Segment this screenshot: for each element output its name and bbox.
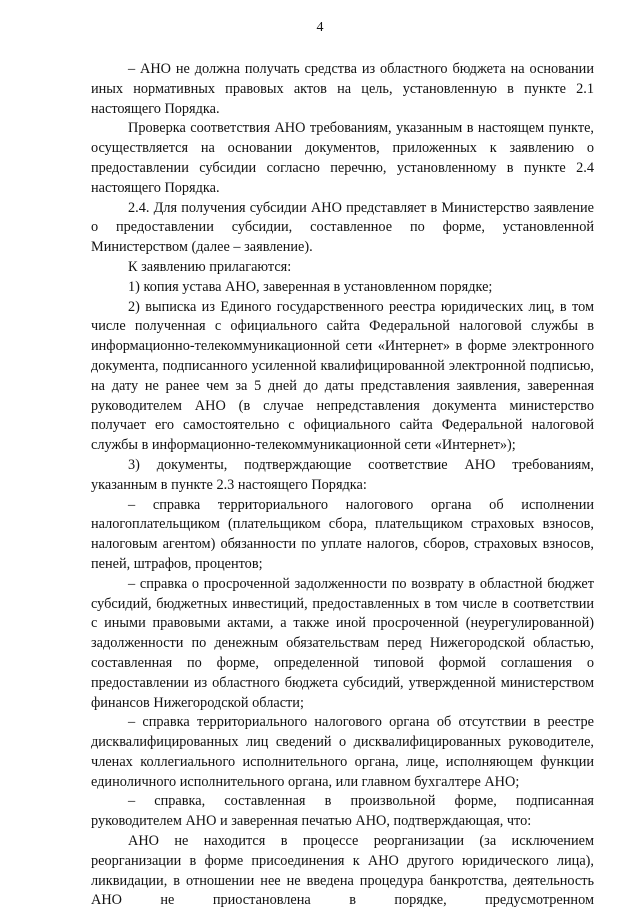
paragraph-2-4-application: 2.4. Для получения субсидии АНО представляет в Министерство заявление о предоставлении субсидии, составленное по форме, установленной Министерством (далее – заявление). xyxy=(91,199,594,256)
paragraph-item-2-registry-extract: 2) выписка из Единого государственного реестра юридических лиц, в том числе полученная с официального сайта Федеральной налоговой службы в информационно-телекоммуникационной сети «Интернет» в форме электронного документа, подписанного усиленной квалифицированной электронной подписью, на дату не ранее чем за 5 дней до даты представления заявления, заверенная руководителем АНО (в случае непредставления документа министерство получает его самостоятельно с официального сайта Федеральной налоговой службы в информационно-телекоммуникационной сети «Интернет»); xyxy=(91,298,594,454)
page-number: 4 xyxy=(316,20,324,35)
paragraph-item-3-documents: 3) документы, подтверждающие соответствие АНО требованиям, указанным в пункте 2.3 настоящего Порядка: xyxy=(91,456,594,493)
paragraph-reorganization-status: АНО не находится в процессе реорганизации (за исключением реорганизации в форме присоединения к АНО другого юридического лица), ликвидации, в отношении нее не введена процедура банкротства, деятельность АНО не приостановлена в порядке, предусмотренном xyxy=(91,833,594,909)
paragraph-verification: Проверка соответствия АНО требованиям, указанным в настоящем пункте, осуществляется на основании документов, приложенных к заявлению о предоставлении субсидии согласно перечню, установленному в пункте 2.4 настоящего Порядка. xyxy=(91,120,594,196)
paragraph-tax-certificate: – справка территориального налогового органа об исполнении налогоплательщиком (плательщиком сбора, плательщиком страховых взносов, налоговым агентом) обязанности по уплате налогов, сборов, страховых взносов, пеней, штрафов, процентов; xyxy=(91,496,594,572)
paragraph-item-1-charter: 1) копия устава АНО, заверенная в установленном порядке; xyxy=(128,278,493,295)
document-body xyxy=(91,60,594,911)
paragraph-free-form-certificate: – справка, составленная в произвольной форме, подписанная руководителем АНО и заверенная печатью АНО, подтверждающая, что: xyxy=(91,793,594,830)
paragraph-attachments-intro: К заявлению прилагаются: xyxy=(128,258,292,275)
paragraph-budget-restriction: – АНО не должна получать средства из областного бюджета на основании иных нормативных правовых актов на цель, установленную в пункте 2.1 настоящего Порядка. xyxy=(91,61,594,117)
paragraph-disqualification-certificate: – справка территориального налогового органа об отсутствии в реестре дисквалифицированных лиц сведений о дисквалифицированных руководителе, членах коллегиального исполнительного органа, лице, исполняющем функции единоличного исполнительного органа, или главном бухгалтере АНО; xyxy=(91,714,594,790)
paragraph-overdue-debt-certificate: – справка о просроченной задолженности по возврату в областной бюджет субсидий, бюджетных инвестиций, предоставленных в том числе в соответствии с иными правовыми актами, а также иной просроченной (неурегулированной) задолженности по денежным обязательствам перед Нижегородской областью, составленная по форме, определенной типовой формой соглашения о предоставлении из областного бюджета субсидий, утвержденной министерством финансов Нижегородской области; xyxy=(91,575,594,711)
